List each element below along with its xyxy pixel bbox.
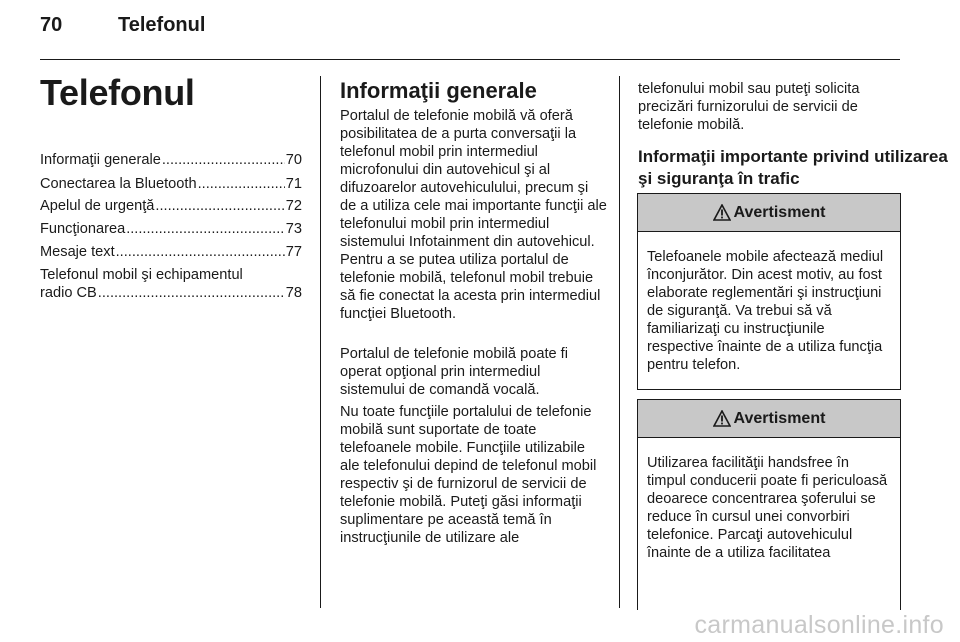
toc-entry-label: Apelul de urgenţă <box>40 198 155 214</box>
warning-title: Avertisment <box>733 409 826 427</box>
body-paragraph: Nu toate funcţiile portalului de telefonie mobilă sunt suportate de toate telefoanele mobile. Funcţiile utilizabile ale telefonului depind de telefonul mobil respectiv şi de furnizorul de servicii de telefonie mobilă. Puteţi găsi informaţii suplimentare pe această temă în instrucţiunile de utilizare ale <box>340 404 597 546</box>
page-number: 70 <box>40 14 63 36</box>
running-header-title: Telefonul <box>118 14 206 36</box>
toc-entry-label: Funcţionarea <box>40 221 126 237</box>
toc-page-number: 70 <box>285 152 302 168</box>
toc-leader-dots <box>116 243 285 261</box>
watermark-text: carmanualsonline.info <box>694 611 944 639</box>
body-paragraph: Portalul de telefonie mobilă vă oferă posibilitatea de a purta conversaţii la telefonul mobil prin intermediul microfonului din autovehicul şi al difuzoarelor autovehiculului, precum şi de a utiliza cele mai importante funcţii ale telefonului mobil prin intermediul sistemului Infotainment din autovehicul. Pentru a se putea utiliza portalul de telefonie mobilă, telefonul mobil trebuie să fie conectat la acesta prin intermediul funcţiei Bluetooth. <box>340 108 607 322</box>
warning-triangle-icon <box>713 204 731 221</box>
warning-box <box>637 193 901 390</box>
toc-entry-label: radio CB <box>40 285 97 301</box>
toc-entry-label: Informaţii generale <box>40 152 161 168</box>
body-paragraph: Portalul de telefonie mobilă poate fi operat opţional prin intermediul sistemului de comandă vocală. <box>340 346 568 398</box>
warning-header <box>638 400 900 438</box>
toc-entry[interactable] <box>40 175 302 193</box>
toc-page-number: 72 <box>285 198 302 214</box>
toc-leader-dots <box>155 197 284 215</box>
body-paragraph-continued: telefonului mobil sau puteţi solicita precizări furnizorului de servicii de telefonie mobilă. <box>638 81 860 133</box>
toc-page-number: 73 <box>285 221 302 237</box>
toc-entry[interactable] <box>40 197 302 215</box>
toc-entry[interactable] <box>40 266 302 302</box>
toc-leader-dots <box>198 175 285 193</box>
toc-leader-dots <box>98 284 285 302</box>
header-rule <box>40 59 900 60</box>
toc-page-number: 77 <box>285 244 302 260</box>
section-heading: Informaţii generale <box>340 78 537 103</box>
toc-entry[interactable] <box>40 220 302 238</box>
warning-title: Avertisment <box>733 203 826 221</box>
toc-entry-label: Conectarea la Bluetooth <box>40 176 197 192</box>
toc-leader-dots <box>126 220 285 238</box>
toc-entry[interactable] <box>40 151 302 169</box>
warning-text: Telefoanele mobile afectează mediul înconjurător. Din acest motiv, au fost elaborate reglementări şi instrucţiuni de siguranţă. Va trebui să vă familiarizaţi cu instrucţiunile respective înainte de a utiliza funcţia pentru telefon. <box>647 249 884 373</box>
column-divider <box>320 76 321 608</box>
toc-page-number: 78 <box>285 285 302 301</box>
column-divider <box>619 76 620 608</box>
warning-header <box>638 194 900 232</box>
toc-entry-label-line1: Telefonul mobil şi echipamentul <box>40 267 243 283</box>
warning-triangle-icon <box>713 410 731 427</box>
chapter-title: Telefonul <box>40 72 195 113</box>
toc-entry[interactable] <box>40 243 302 261</box>
toc-leader-dots <box>162 151 285 169</box>
warning-box <box>637 399 901 610</box>
toc-page-number: 71 <box>285 176 302 192</box>
toc-entry-label: Mesaje text <box>40 244 115 260</box>
subsection-heading: Informaţii importante privind utilizarea şi siguranţa în trafic <box>638 147 948 188</box>
warning-text: Utilizarea facilităţii handsfree în timpul conducerii poate fi periculoasă deoarece concentrarea şoferului se reduce în cursul unei convorbiri telefonice. Parcaţi autovehiculul înainte de a utiliza facilitatea <box>647 455 888 561</box>
